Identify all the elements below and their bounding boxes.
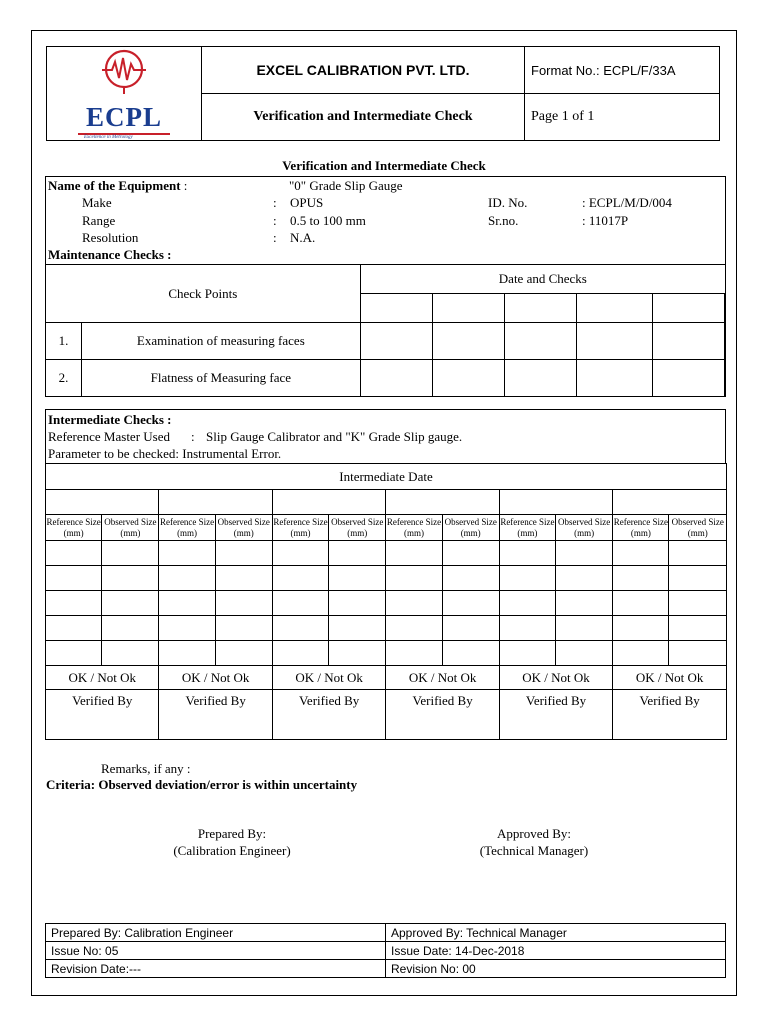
reference-size-header: Reference Size (mm)	[613, 515, 669, 541]
intermediate-date-header: Intermediate Date	[46, 464, 727, 490]
reference-size-header: Reference Size (mm)	[46, 515, 102, 541]
sr-value: : 11017P	[582, 213, 629, 228]
reference-master-sep: :	[191, 429, 195, 444]
reference-size-header: Reference Size (mm)	[499, 515, 555, 541]
reference-size-header: Reference Size (mm)	[386, 515, 442, 541]
prepared-by-label: Prepared By:	[197, 826, 267, 841]
reference-master-value: Slip Gauge Calibrator and "K" Grade Slip gauge.	[206, 429, 463, 444]
document-header	[46, 46, 720, 141]
prepared-by-role: (Calibration Engineer)	[173, 843, 291, 858]
range-value: 0.5 to 100 mm	[290, 213, 366, 228]
row-number: 1.	[46, 323, 82, 360]
ok-row	[46, 666, 727, 690]
equipment-info	[45, 176, 726, 264]
check-point: Examination of measuring faces	[82, 323, 361, 360]
equipment-name-label: Name of the Equipment	[48, 178, 181, 193]
ok-status[interactable]: OK / Not Ok	[159, 666, 272, 690]
ok-status[interactable]: OK / Not Ok	[499, 666, 612, 690]
resolution-value: N.A.	[290, 230, 316, 245]
format-number: Format No.: ECPL/F/33A	[525, 47, 720, 94]
observed-size-header: Observed Size (mm)	[669, 515, 727, 541]
document-title: Verification and Intermediate Check	[282, 158, 486, 173]
table-row	[46, 323, 726, 360]
verified-by[interactable]: Verified By	[272, 690, 385, 740]
range-colon: :	[273, 213, 277, 228]
reference-size-header: Reference Size (mm)	[159, 515, 215, 541]
observed-size-header: Observed Size (mm)	[329, 515, 386, 541]
id-value: : ECPL/M/D/004	[582, 195, 672, 210]
verified-row	[46, 690, 727, 740]
ok-status[interactable]: OK / Not Ok	[386, 666, 499, 690]
equipment-name-value: "0" Grade Slip Gauge	[289, 178, 403, 193]
intermediate-table	[45, 463, 727, 740]
footer-table	[45, 923, 726, 978]
make-value: OPUS	[290, 195, 324, 210]
sr-label: Sr.no.	[488, 213, 519, 228]
check-points-header: Check Points	[46, 265, 361, 323]
table-row	[46, 360, 726, 397]
logo-tagline: Excellence in Metrology	[84, 134, 133, 140]
footer-approved: Approved By: Technical Manager	[386, 924, 726, 942]
ok-status[interactable]: OK / Not Ok	[272, 666, 385, 690]
footer-issue-date: Issue Date: 14-Dec-2018	[386, 942, 726, 960]
id-label: ID. No.	[488, 195, 528, 210]
maintenance-title: Maintenance Checks :	[48, 247, 172, 262]
approved-by-label: Approved By:	[496, 826, 572, 841]
intermediate-info	[45, 409, 726, 463]
observed-size-header: Observed Size (mm)	[215, 515, 272, 541]
remarks: Remarks, if any :	[101, 761, 191, 776]
observed-size-header: Observed Size (mm)	[442, 515, 499, 541]
verified-by[interactable]: Verified By	[613, 690, 727, 740]
footer-revision-no: Revision No: 00	[386, 960, 726, 978]
footer-prepared: Prepared By: Calibration Engineer	[46, 924, 386, 942]
reference-size-header: Reference Size (mm)	[272, 515, 328, 541]
check-point: Flatness of Measuring face	[82, 360, 361, 397]
range-label: Range	[82, 213, 116, 228]
resolution-colon: :	[273, 230, 277, 245]
ok-status[interactable]: OK / Not Ok	[46, 666, 159, 690]
intermediate-title: Intermediate Checks :	[48, 412, 172, 427]
company-name: EXCEL CALIBRATION PVT. LTD.	[202, 47, 525, 94]
table-row	[46, 641, 727, 666]
footer-revision-date: Revision Date:---	[46, 960, 386, 978]
table-row	[46, 566, 727, 591]
make-label: Make	[82, 195, 112, 210]
date-checks-header: Date and Checks	[360, 265, 725, 294]
reference-master-label: Reference Master Used	[48, 429, 170, 444]
approved-by-role: (Technical Manager)	[479, 843, 589, 858]
table-row	[46, 541, 727, 566]
table-row	[46, 591, 727, 616]
verified-by[interactable]: Verified By	[386, 690, 499, 740]
page-number: Page 1 of 1	[525, 94, 720, 141]
verified-by[interactable]: Verified By	[46, 690, 159, 740]
column-headers	[46, 515, 727, 541]
resolution-label: Resolution	[82, 230, 139, 245]
observed-size-header: Observed Size (mm)	[556, 515, 613, 541]
verified-by[interactable]: Verified By	[499, 690, 612, 740]
logo-cell	[47, 47, 202, 141]
footer-issue-no: Issue No: 05	[46, 942, 386, 960]
row-number: 2.	[46, 360, 82, 397]
maintenance-table	[45, 264, 726, 397]
parameter-text: Parameter to be checked: Instrumental Error.	[48, 446, 282, 461]
verified-by[interactable]: Verified By	[159, 690, 272, 740]
ok-status[interactable]: OK / Not Ok	[613, 666, 727, 690]
table-row	[46, 616, 727, 641]
logo-text: ECPL	[85, 101, 162, 132]
equipment-name-colon: :	[180, 178, 188, 193]
make-colon: :	[273, 195, 277, 210]
header-title: Verification and Intermediate Check	[202, 94, 525, 141]
observed-size-header: Observed Size (mm)	[102, 515, 159, 541]
criteria: Criteria: Observed deviation/error is within uncertainty	[46, 777, 358, 792]
